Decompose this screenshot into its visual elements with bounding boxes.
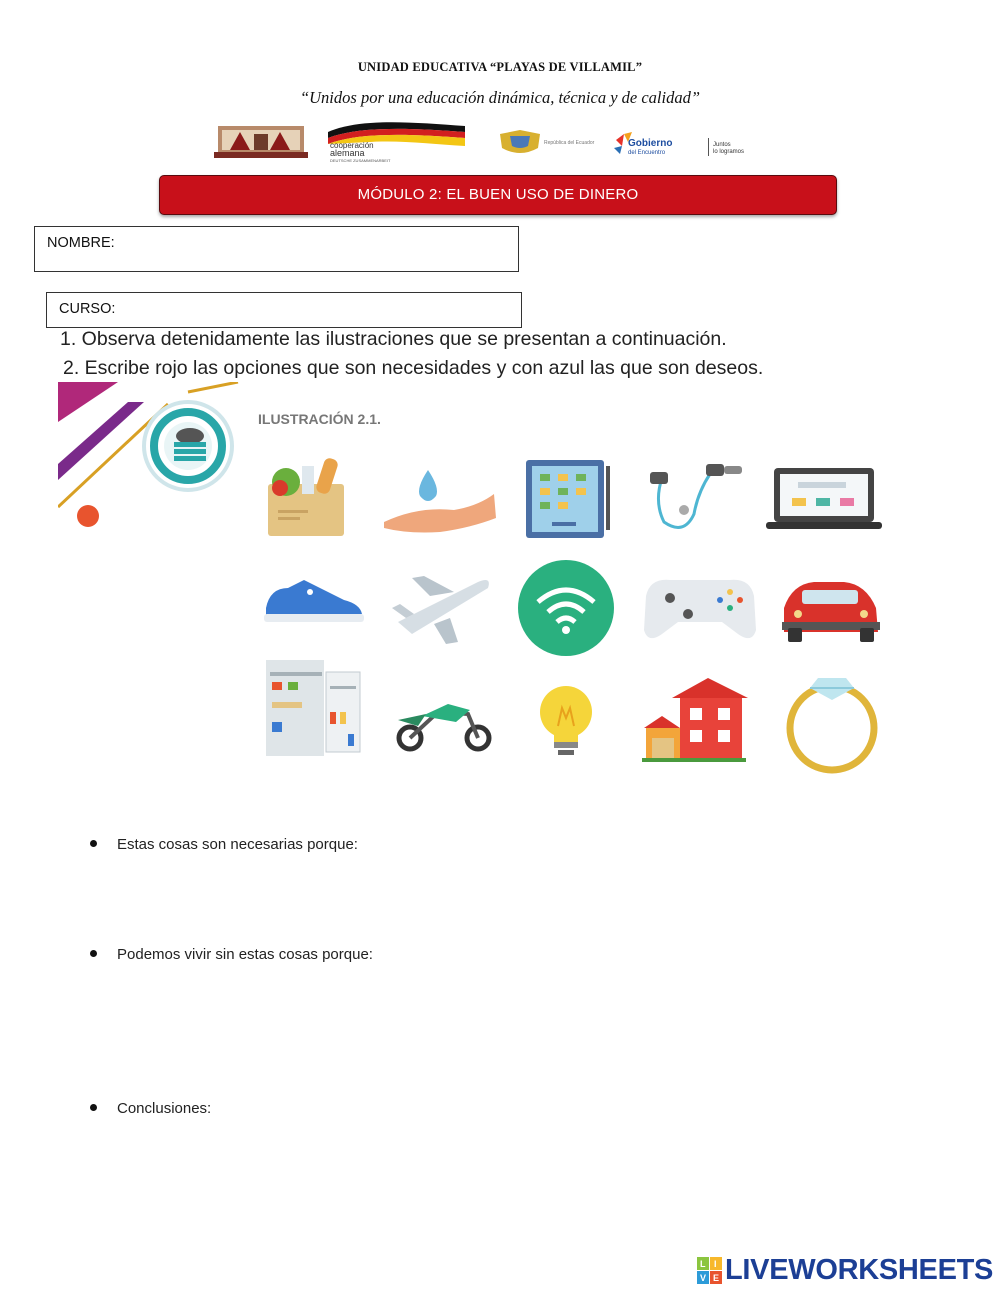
svg-text:V: V bbox=[700, 1273, 707, 1283]
course-label: CURSO: bbox=[59, 301, 116, 317]
question-text: Conclusiones: bbox=[117, 1100, 212, 1117]
water-drop-hand-icon bbox=[384, 470, 496, 533]
question-live-without bbox=[90, 946, 373, 963]
svg-text:alemana: alemana bbox=[330, 148, 365, 158]
question-conclusions bbox=[90, 1100, 211, 1117]
instruction-2: 2. Escribe rojo las opciones que son necesidades y con azul las que son deseos. bbox=[63, 357, 764, 379]
svg-text:del Encuentro: del Encuentro bbox=[628, 150, 666, 156]
module-title-banner: MÓDULO 2: EL BUEN USO DE DINERO bbox=[159, 175, 837, 215]
airplane-icon bbox=[392, 576, 489, 644]
grocery-bag-icon bbox=[268, 457, 344, 536]
bullet-icon bbox=[90, 950, 97, 957]
game-controller-icon bbox=[644, 580, 756, 638]
sneaker-icon bbox=[264, 580, 364, 622]
question-text: Podemos vivir sin estas cosas porque: bbox=[117, 946, 373, 963]
svg-text:lo logramos: lo logramos bbox=[713, 149, 745, 155]
name-label: NOMBRE: bbox=[47, 235, 115, 251]
school-motto: “Unidos por una educación dinámica, técnica y de calidad” bbox=[299, 88, 701, 107]
wifi-icon bbox=[518, 560, 614, 656]
motorcycle-icon bbox=[398, 704, 489, 749]
earphones-icon bbox=[650, 464, 742, 527]
laptop-icon bbox=[766, 468, 882, 529]
saving-badge-icon bbox=[144, 402, 232, 490]
svg-text:Gobierno: Gobierno bbox=[628, 138, 673, 149]
institution-logos bbox=[210, 118, 790, 166]
school-name: UNIDAD EDUCATIVA “PLAYAS DE VILLAMIL” bbox=[357, 60, 643, 74]
question-necessary bbox=[90, 836, 358, 853]
brand-name: LIVEWORKSHEETS bbox=[725, 1254, 994, 1286]
ring-icon bbox=[790, 678, 874, 770]
bullet-icon bbox=[90, 840, 97, 847]
svg-text:Juntos: Juntos bbox=[713, 142, 731, 148]
cooperation-logo-icon bbox=[328, 122, 465, 163]
svg-text:República del Ecuador: República del Ecuador bbox=[544, 140, 595, 146]
car-icon bbox=[782, 582, 880, 642]
decorative-stripes-icon bbox=[58, 382, 238, 527]
illustration-title: ILUSTRACIÓN 2.1. bbox=[258, 411, 381, 427]
svg-text:E: E bbox=[713, 1273, 720, 1283]
house-icon bbox=[642, 678, 748, 762]
school-crest-icon bbox=[214, 126, 308, 158]
name-field[interactable] bbox=[34, 226, 519, 272]
question-text: Estas cosas son necesarias porque: bbox=[117, 836, 358, 853]
instruction-1: 1. Observa detenidamente las ilustraciones que se presentan a continuación. bbox=[60, 328, 727, 350]
course-field[interactable] bbox=[46, 292, 522, 328]
svg-text:L: L bbox=[700, 1259, 706, 1269]
gobierno-logo-icon bbox=[614, 132, 744, 156]
tablet-icon bbox=[526, 460, 610, 538]
refrigerator-icon bbox=[266, 660, 360, 756]
ecuador-shield-icon bbox=[500, 130, 595, 153]
svg-text:cooperación: cooperación bbox=[330, 141, 374, 150]
liveworksheets-logo-icon bbox=[697, 1257, 723, 1287]
illustration-panel bbox=[58, 382, 908, 782]
svg-text:I: I bbox=[714, 1259, 717, 1269]
svg-text:DEUTSCHE ZUSAMMENARBEIT: DEUTSCHE ZUSAMMENARBEIT bbox=[330, 158, 391, 163]
bullet-icon bbox=[90, 1104, 97, 1111]
light-bulb-icon bbox=[540, 686, 592, 755]
